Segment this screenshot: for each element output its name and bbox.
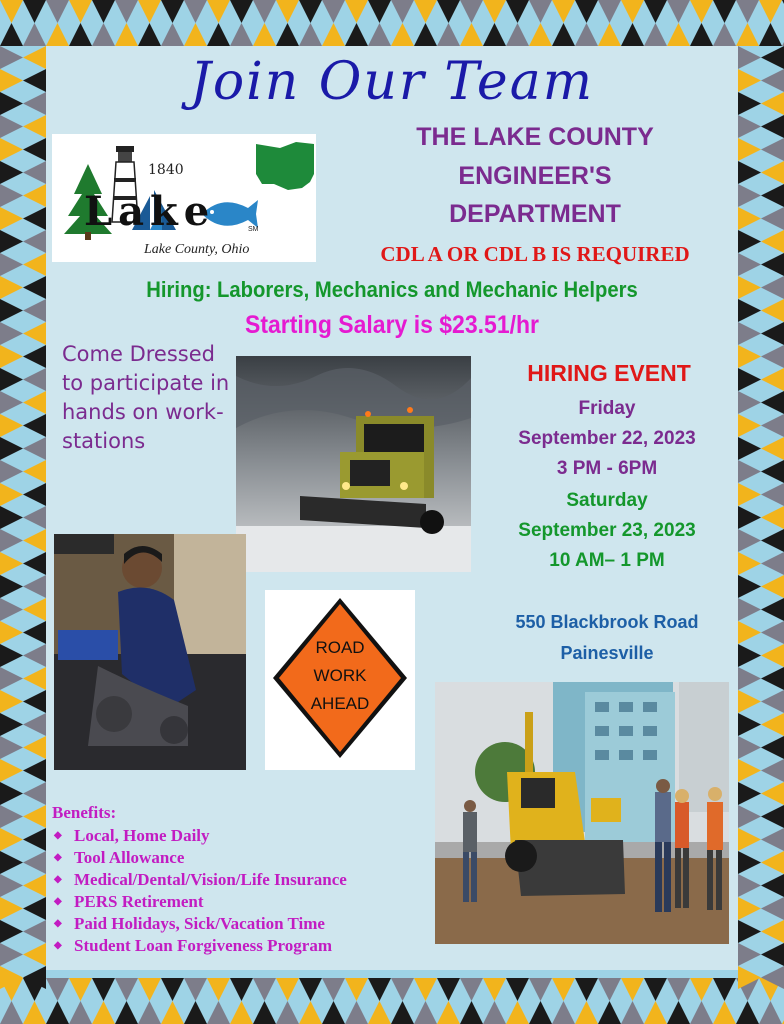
logo-wordmark: Lake <box>84 188 216 235</box>
page-title: Join Our Team <box>189 52 595 112</box>
come-dressed-note: Come Dressed to participate in hands on work-stations <box>62 342 230 453</box>
diamond-bullet-icon: ◆ <box>54 874 62 885</box>
logo-sm: SM <box>248 226 259 233</box>
diamond-bullet-icon: ◆ <box>54 940 62 951</box>
sign-line-3: AHEAD <box>310 694 370 713</box>
logo-year: 1840 <box>148 162 184 178</box>
sign-line-2: WORK <box>313 666 367 685</box>
hiring-positions: Hiring: Laborers, Mechanics and Mechanic Helpers <box>146 277 638 302</box>
department-line-3: DEPARTMENT <box>449 200 621 228</box>
sign-line-1: ROAD <box>315 638 365 657</box>
address-street: 550 Blackbrook Road <box>515 612 699 632</box>
diamond-bullet-icon: ◆ <box>54 918 62 929</box>
benefits-list <box>52 825 452 957</box>
mechanic-photo <box>54 534 246 770</box>
starting-salary: Starting Salary is $23.51/hr <box>244 311 540 339</box>
address-city: Painesville <box>560 643 654 663</box>
benefit-item: ◆ PERS Retirement <box>54 892 204 911</box>
benefits-heading: Benefits: <box>52 803 117 822</box>
event-day-2: Saturday <box>566 490 648 511</box>
diamond-bullet-icon: ◆ <box>54 852 62 863</box>
benefit-item: ◆ Student Loan Forgiveness Program <box>54 936 332 955</box>
logo-caption: Lake County, Ohio <box>144 242 250 257</box>
event-time-1: 3 PM - 6PM <box>556 458 658 479</box>
benefit-item: ◆ Tool Allowance <box>54 848 185 867</box>
event-date-1: September 22, 2023 <box>518 428 696 449</box>
construction-photo <box>435 682 729 944</box>
lake-county-logo <box>52 134 316 262</box>
diamond-bullet-icon: ◆ <box>54 830 62 841</box>
benefit-item: ◆ Local, Home Daily <box>54 826 210 845</box>
ohio-state-icon <box>256 142 314 190</box>
event-date-2: September 23, 2023 <box>518 520 696 541</box>
snowplow-photo <box>236 356 471 572</box>
department-line-2: ENGINEER'S <box>458 162 612 190</box>
benefits-section <box>52 803 452 957</box>
cdl-requirement: CDL A OR CDL B IS REQUIRED <box>380 242 690 266</box>
benefit-item: ◆ Paid Holidays, Sick/Vacation Time <box>54 914 325 933</box>
benefit-item: ◆ Medical/Dental/Vision/Life Insurance <box>54 870 347 889</box>
diamond-bullet-icon: ◆ <box>54 896 62 907</box>
department-line-1: THE LAKE COUNTY <box>416 123 654 151</box>
event-day-1: Friday <box>578 398 636 419</box>
event-time-2: 10 AM– 1 PM <box>549 550 665 571</box>
road-work-sign <box>265 590 415 770</box>
hiring-event-title: HIRING EVENT <box>527 360 691 386</box>
